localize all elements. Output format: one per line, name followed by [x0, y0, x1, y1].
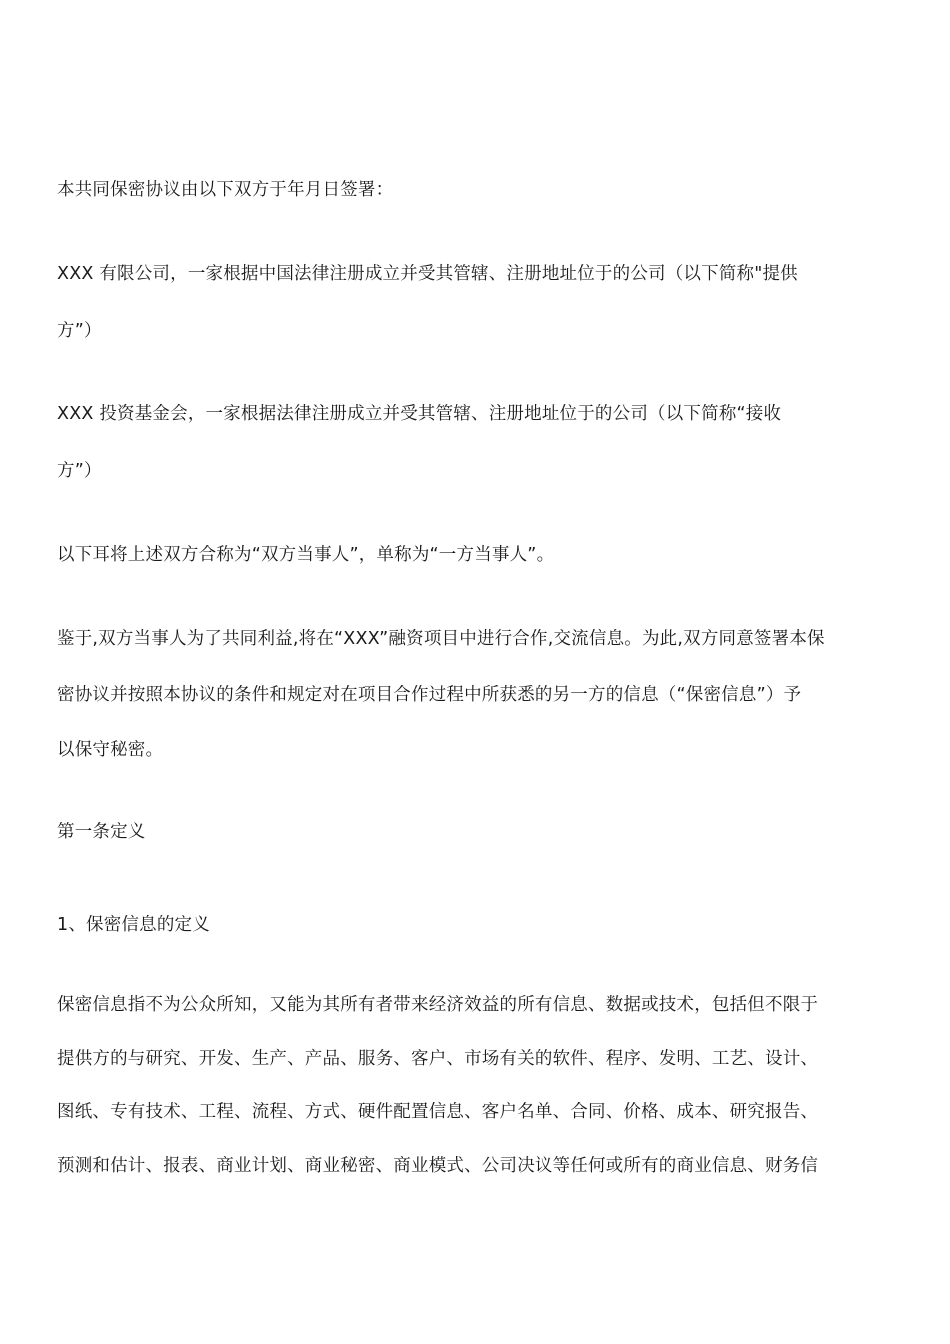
section-heading-article-1: 第一条定义: [57, 822, 146, 842]
paragraph-provider-line-2: 方”）: [57, 321, 102, 341]
paragraph-whereas-line-3: 以保守秘密。: [57, 740, 164, 760]
paragraph-confidential-info-line-4: 预测和估计、报表、商业计划、商业秘密、商业模式、公司决议等任何或所有的商业信息、财务信: [57, 1156, 819, 1176]
subsection-heading-definition: 1、保密信息的定义: [57, 915, 210, 935]
paragraph-confidential-info-line-3: 图纸、专有技术、工程、流程、方式、硬件配置信息、客户名单、合同、价格、成本、研究报告、: [57, 1102, 819, 1122]
paragraph-recipient-line-1: XXX 投资基金会，一家根据法律注册成立并受其管辖、注册地址位于的公司（以下简称“接收: [57, 404, 782, 424]
paragraph-recipient-line-2: 方”）: [57, 461, 102, 481]
paragraph-whereas-line-1: 鉴于,双方当事人为了共同利益,将在“XXX”融资项目中进行合作,交流信息。为此,双方同意签署本保: [57, 629, 825, 649]
paragraph-signing-intro: 本共同保密协议由以下双方于年月日签署：: [57, 180, 394, 200]
paragraph-provider-line-1: XXX 有限公司，一家根据中国法律注册成立并受其管辖、注册地址位于的公司（以下简称"提供: [57, 264, 798, 284]
paragraph-whereas-line-2: 密协议并按照本协议的条件和规定对在项目合作过程中所获悉的另一方的信息（“保密信息”）予: [57, 685, 802, 705]
paragraph-confidential-info-line-2: 提供方的与研究、开发、生产、产品、服务、客户、市场有关的软件、程序、发明、工艺、设计、: [57, 1049, 819, 1069]
paragraph-confidential-info-line-1: 保密信息指不为公众所知，又能为其所有者带来经济效益的所有信息、数据或技术，包括但不限于: [57, 995, 819, 1015]
paragraph-parties-definition: 以下耳将上述双方合称为“双方当事人”，单称为“一方当事人”。: [57, 545, 555, 565]
